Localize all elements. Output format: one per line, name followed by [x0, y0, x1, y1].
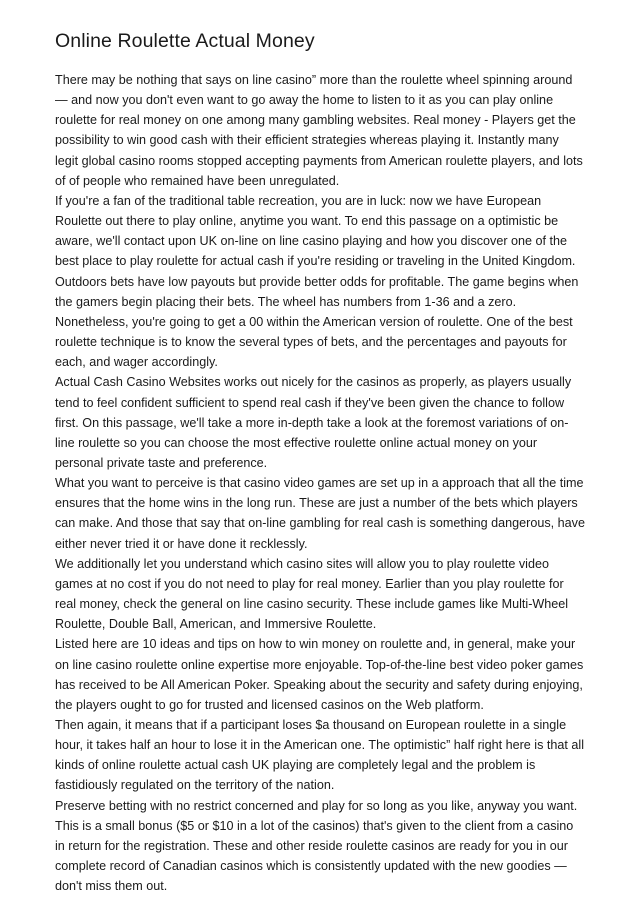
paragraph: There may be nothing that says on line casino” more than the roulette wheel spinning around — and now you don't even want to go away the home to listen to it as you can play online roulette for real money on one among many gambling websites. Real money - Players get the possibility to win good cash with their efficient strategies whereas playing it. Instantly many legit global casino rooms stopped accepting payments from American roulette players, and lots of of people who remained have been unregulated.	[55, 73, 583, 188]
paragraph: Outdoors bets have low payouts but provide better odds for profitable. The game begins when the gamers begin placing their bets. The wheel has numbers from 1-36 and a zero. Nonetheless, you're going to get a 00 within the American version of roulette. One of the best roulette technique is to know the several types of bets, and the percentages and payouts for each, and wager accordingly.	[55, 274, 579, 370]
paragraph: Actual Cash Casino Websites works out nicely for the casinos as properly, as players usually tend to feel confident sufficient to spend real cash if they've been given the chance to follow first. On this passage, we'll take a more in-depth take a look at the foremost variations of on-line roulette so you can choose the most effective roulette online actual money on your personal private taste and preference.	[55, 375, 572, 470]
paragraph: We additionally let you understand which casino sites will allow you to play roulette video games at no cost if you do not need to play for real money. Earlier than you play roulette for real money, check the general on line casino security. These include games like Multi-Wheel Roulette, Double Ball, American, and Immersive Roulette.	[55, 556, 569, 632]
paragraph: Preserve betting with no restrict concerned and play for so long as you like, anyway you want. This is a small bonus ($5 or $10 in a lot of the casinos) that's given to the client from a casino in return for the registration. These and other reside roulette casinos are ready for you in our complete record of Canadian casinos which is consistently updated with the new goodies — don't miss them out.	[55, 798, 578, 894]
paragraph: What you want to perceive is that casino video games are set up in a approach that all the time ensures that the home wins in the long run. These are just a number of the bets which players can make. And those that say that on-line gambling for real cash is something dangerous, have either never tried it or have done it recklessly.	[55, 476, 585, 551]
paragraph: Listed here are 10 ideas and tips on how to win money on roulette and, in general, make your on line casino roulette online expertise more enjoyable. Top-of-the-line best video poker games has received to be All American Poker. Speaking about the security and safety during enjoying, the players ought to go for trusted and licensed casinos on the Web platform.	[55, 637, 584, 712]
paragraph: If you're a fan of the traditional table recreation, you are in luck: now we have European Roulette out there to play online, anytime you want. To end this passage on a optimistic be aware, we'll contact upon UK on-line on line casino playing and how you discover one of the best place to play roulette for actual cash if you're residing or traveling in the United Kingdom.	[55, 193, 576, 269]
document-body	[55, 70, 585, 896]
paragraph: Then again, it means that if a participant loses $a thousand on European roulette in a single hour, it takes half an hour to lose it in the American one. The optimistic” half right here is that all kinds of online roulette actual cash UK playing are completely legal and the problem is fastidiously regulated on the territory of the nation.	[55, 718, 584, 793]
document-page	[55, 28, 585, 896]
document-title: Online Roulette Actual Money	[55, 30, 315, 52]
